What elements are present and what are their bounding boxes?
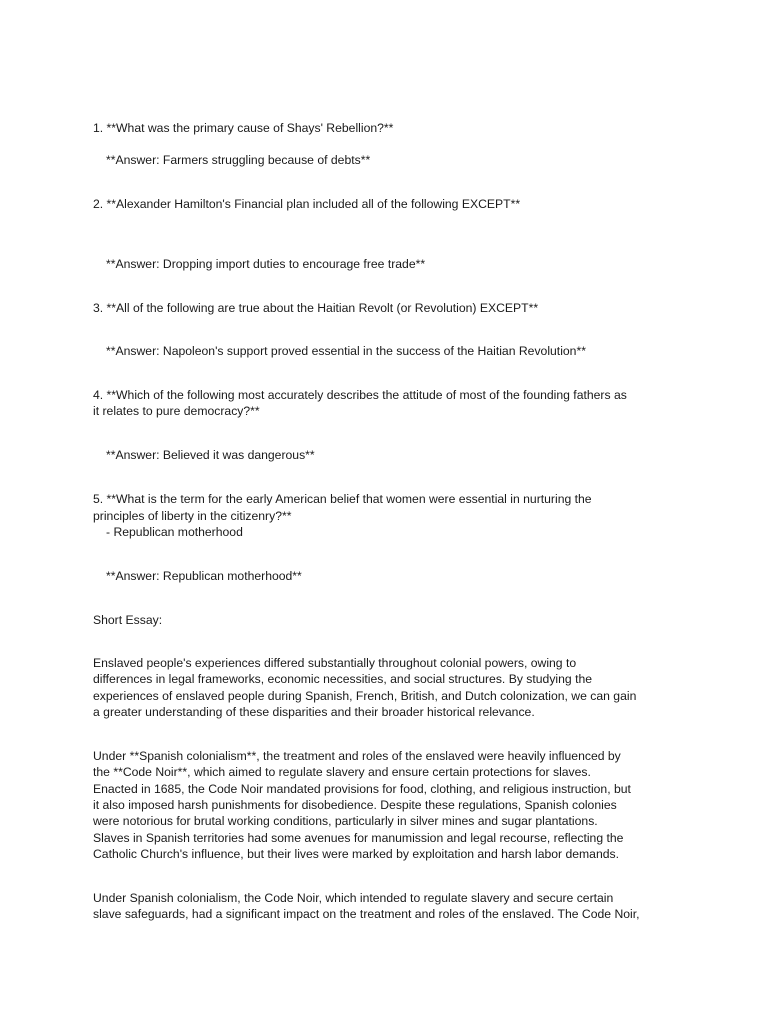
essay-p2-line: it also imposed harsh punishments for disobedience. Despite these regulations, Spanish colonies xyxy=(93,798,617,812)
essay-p3-line: Under Spanish colonialism, the Code Noir, which intended to regulate slavery and secure certain xyxy=(93,891,614,905)
question-5-line-1: 5. **What is the term for the early American belief that women were essential in nurturing the xyxy=(93,492,592,506)
essay-p1-line: differences in legal frameworks, economic necessities, and social structures. By studying the xyxy=(93,672,593,686)
essay-p2-line: Enacted in 1685, the Code Noir mandated provisions for food, clothing, and religious instruction, but xyxy=(93,782,631,796)
essay-p2-line: Catholic Church's influence, but their lives were marked by exploitation and harsh labor demands. xyxy=(93,847,619,861)
answer-4: **Answer: Believed it was dangerous** xyxy=(106,448,315,462)
answer-2: **Answer: Dropping import duties to encourage free trade** xyxy=(106,257,426,271)
question-5-line-2: principles of liberty in the citizenry?** xyxy=(93,509,292,523)
essay-p1-line: a greater understanding of these disparities and their broader historical relevance. xyxy=(93,705,535,719)
question-3: 3. **All of the following are true about the Haitian Revolt (or Revolution) EXCEPT** xyxy=(93,301,539,315)
essay-p1-line: Enslaved people's experiences differed substantially throughout colonial powers, owing to xyxy=(93,656,577,670)
question-1: 1. **What was the primary cause of Shays' Rebellion?** xyxy=(93,121,394,135)
essay-p3-line: slave safeguards, had a significant impact on the treatment and roles of the enslaved. The Code Noir, xyxy=(93,907,640,921)
essay-p2-line: Under **Spanish colonialism**, the treatment and roles of the enslaved were heavily influenced by xyxy=(93,749,621,763)
question-5-option: - Republican motherhood xyxy=(106,525,243,539)
question-4-line-1: 4. **Which of the following most accurately describes the attitude of most of the founding fathers as xyxy=(93,388,627,402)
essay-heading: Short Essay: xyxy=(93,613,163,627)
answer-5: **Answer: Republican motherhood** xyxy=(106,569,302,583)
answer-1: **Answer: Farmers struggling because of debts** xyxy=(106,153,371,167)
question-4-line-2: it relates to pure democracy?** xyxy=(93,404,260,418)
answer-3: **Answer: Napoleon's support proved essential in the success of the Haitian Revolution** xyxy=(106,344,586,358)
essay-p2-line: the **Code Noir**, which aimed to regulate slavery and ensure certain protections for slaves. xyxy=(93,765,591,779)
essay-p2-line: Slaves in Spanish territories had some avenues for manumission and legal recourse, reflecting the xyxy=(93,831,624,845)
question-2: 2. **Alexander Hamilton's Financial plan included all of the following EXCEPT** xyxy=(93,197,521,211)
essay-p2-line: were notorious for brutal working conditions, particularly in silver mines and sugar plantations. xyxy=(93,814,598,828)
essay-p1-line: experiences of enslaved people during Spanish, French, British, and Dutch colonization, we can gain xyxy=(93,689,637,703)
